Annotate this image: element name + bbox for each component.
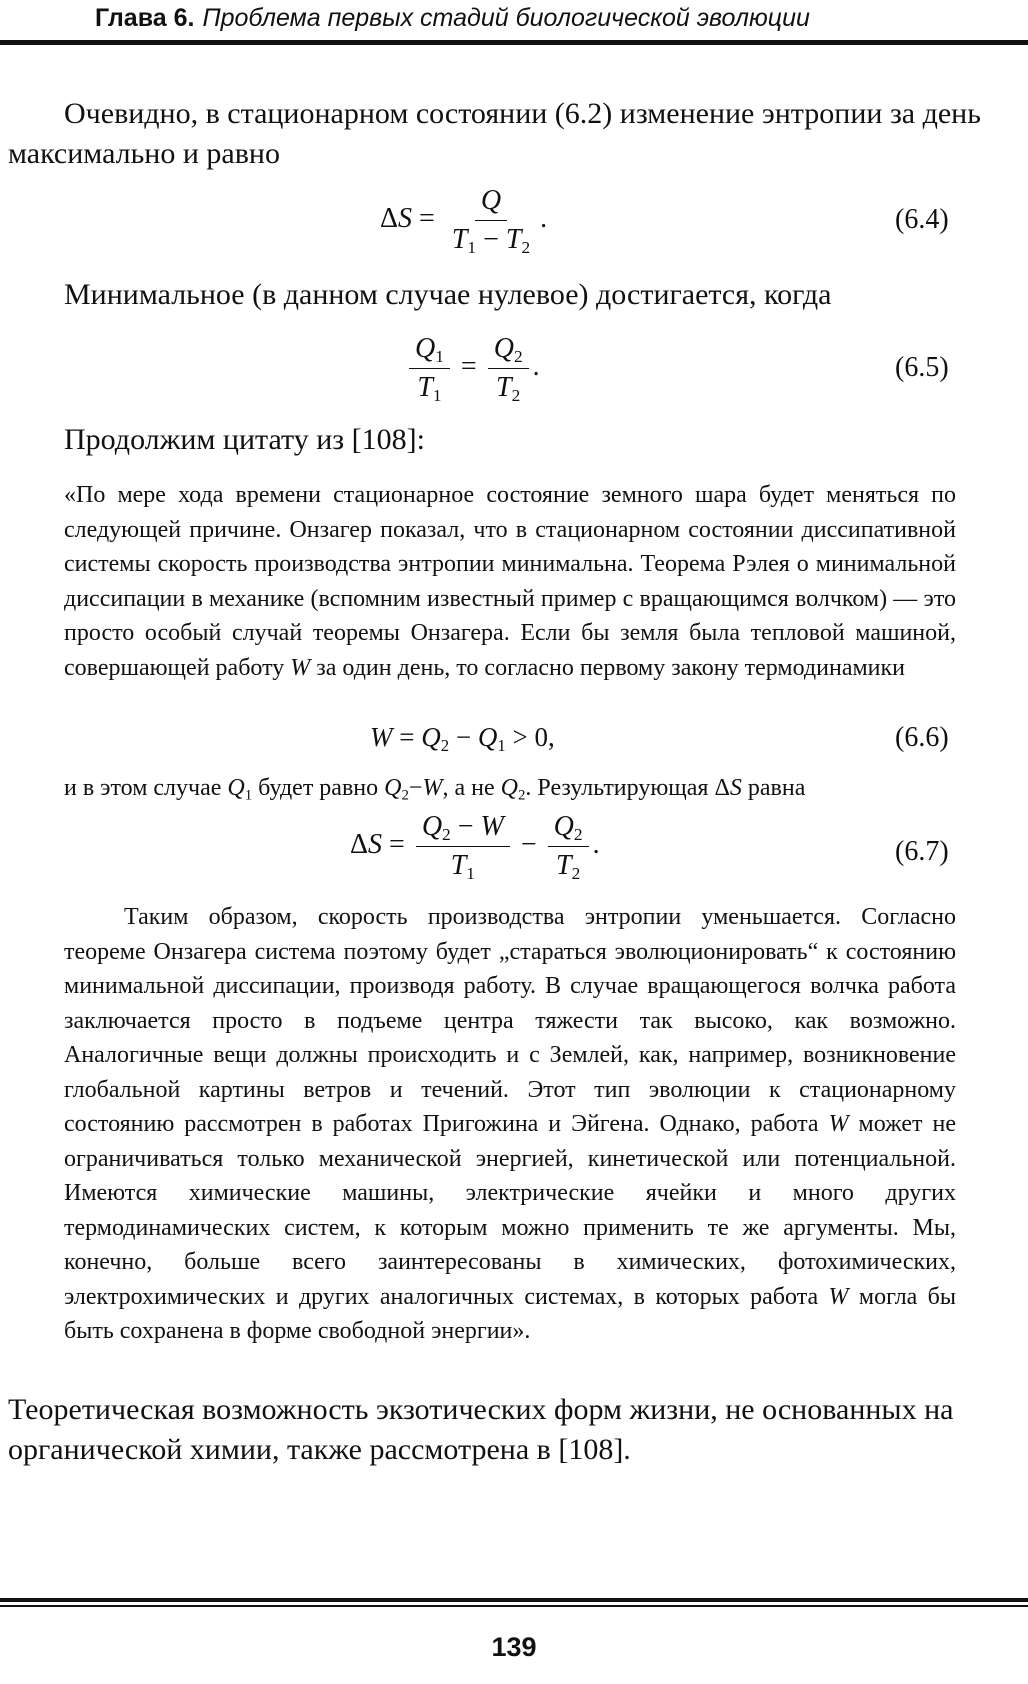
text-fragment: , а не (442, 775, 495, 801)
paragraph-final: Теоретическая возможность экзотических форм жизни, не основанных на органической химии, также рассмотрена в [108]. (8, 1393, 954, 1466)
fraction-left: $\frac{Q_2 - W}{T_1}$ (416, 810, 510, 883)
text-fragment: . Результирующая (525, 775, 709, 801)
equation-6-7: ΔS = $\frac{Q_2 - W}{T_1}$ − $\frac{Q_2}{T_2}$ . (350, 811, 600, 884)
fraction-left: $\frac{Q_1}{T_1}$ (409, 332, 450, 405)
paragraph-minimum: Минимальное (в данном случае нулевое) достигается, когда (64, 278, 832, 311)
equation-label-6-5: (6.5) (895, 352, 949, 383)
fraction-right: $\frac{Q_2}{T_2}$ (548, 810, 589, 883)
footer-rule (0, 1598, 1028, 1602)
quote-text-tail: могла бы быть сохранена в форме свободной энергии». (64, 1283, 957, 1344)
chapter-title: Проблема первых стадий биологической эволюции (202, 4, 810, 32)
quote-block-part-2: Таким образом, скорость производства энтропии уменьшается. Согласно теореме Онзагера система поэтому будет „стараться эволюционировать“ к состоянию минимальной диссипации, производя работу. В случае вращающегося волчка работа заключается просто в подъеме центра тяжести так высоко, как возможно. Аналогичные вещи должны происходить и с Землей, как, например, возникновение глобальной картины ветров и течений. Этот тип эволюции к стационарному состоянию рассмотрен в работах Пригожина и Эйгена. Однако, работа W может не ограничиваться только механической энергией, кинетической или потенциальной. Имеются химические машины, электрические ячейки и много других термодинамических систем, к которым можно применить те же аргументы. Мы, конечно, больше всего заинтересованы в химических, фотохимических, электрохимических и других аналогичных системах, в которых работа W могла бы быть сохранена в форме свободной энергии». (64, 904, 957, 1344)
paragraph-after-6-6: и в этом случае $Q_1$ будет равно $Q_2-W$, а не $Q_2$. Результирующая ΔS равна (64, 775, 806, 804)
equation-label-6-4: (6.4) (895, 204, 949, 235)
header-text (95, 4, 810, 33)
paragraph-continue: Продолжим цитату из [108]: (64, 423, 425, 456)
fraction-right: $\frac{Q_2}{T_2}$ (488, 332, 529, 405)
text-fragment: будет равно (258, 775, 379, 801)
quote-text-tail: за один день, то согласно первому закону термодинамики (316, 654, 906, 681)
fraction: $\frac{Q}{T_1 - T_2}$ (451, 185, 531, 258)
equation-6-4: ΔS = $\frac{Q}{T_1 - T_2}$ . (380, 185, 548, 258)
equation-label-6-6: (6.6) (895, 722, 949, 753)
header-rule (0, 40, 1028, 45)
quote-text-mid: может не ограничиваться только механической энергией, кинетической или потенциальной. Имеются химические машины, электрические ячейки и много других термодинамических систем, к которым можно применить те же аргументы. Мы, конечно, больше всего заинтересованы в химических, фотохимических, электрохимических и других аналогичных системах, в которых работа (64, 1111, 957, 1310)
equation-label-6-7: (6.7) (895, 836, 949, 867)
text-fragment: и в этом случае (64, 775, 222, 801)
running-header (0, 0, 1028, 50)
footer-rule-thin (0, 1605, 1028, 1607)
quote-block-part-1: «По мере хода времени стационарное состояние земного шара будет меняться по следующей причине. Онзагер показал, что в стационарном состоянии диссипативной системы скорость производства энтропии минимальна. Теорема Рэлея о минимальной диссипации в механике (вспомним известный пример с вращающимся волчком) — это просто особый случай теоремы Онзагера. Если бы земля была тепловой машиной, совершающей работу W за один день, то согласно первому закону термодинамики (64, 482, 956, 681)
quote-text: «По мере хода времени стационарное состояние земного шара будет меняться по следующей причине. Онзагер показал, что в стационарном состоянии диссипативной системы скорость производства энтропии минимальна. Теорема Рэлея о минимальной диссипации в механике (вспомним известный пример с вращающимся волчком) — это просто особый случай теоремы Онзагера. Если бы земля была тепловой машиной, совершающей работу (64, 482, 956, 681)
page-number: 139 (491, 1632, 537, 1662)
equation-6-5: $\frac{Q_1}{T_1}$ = $\frac{Q_2}{T_2}$ . (405, 332, 540, 405)
equation-6-6: $W = Q_2 - Q_1 > 0$, (370, 722, 555, 756)
paragraph-intro: Очевидно, в стационарном состоянии (6.2) изменение энтропии за день максимально и равно (8, 97, 981, 170)
chapter-number: Глава 6. (95, 4, 195, 32)
quote-text: Таким образом, скорость производства энтропии уменьшается. Согласно теореме Онзагера система поэтому будет „стараться эволюционировать“ к состоянию минимальной диссипации, производя работу. В случае вращающегося волчка работа заключается просто в подъеме центра тяжести так высоко, как возможно. Аналогичные вещи должны происходить и с Землей, как, например, возникновение глобальной картины ветров и течений. Этот тип эволюции к стационарному состоянию рассмотрен в работах Пригожина и Эйгена. Однако, работа (64, 904, 956, 1137)
text-fragment: равна (747, 775, 806, 801)
